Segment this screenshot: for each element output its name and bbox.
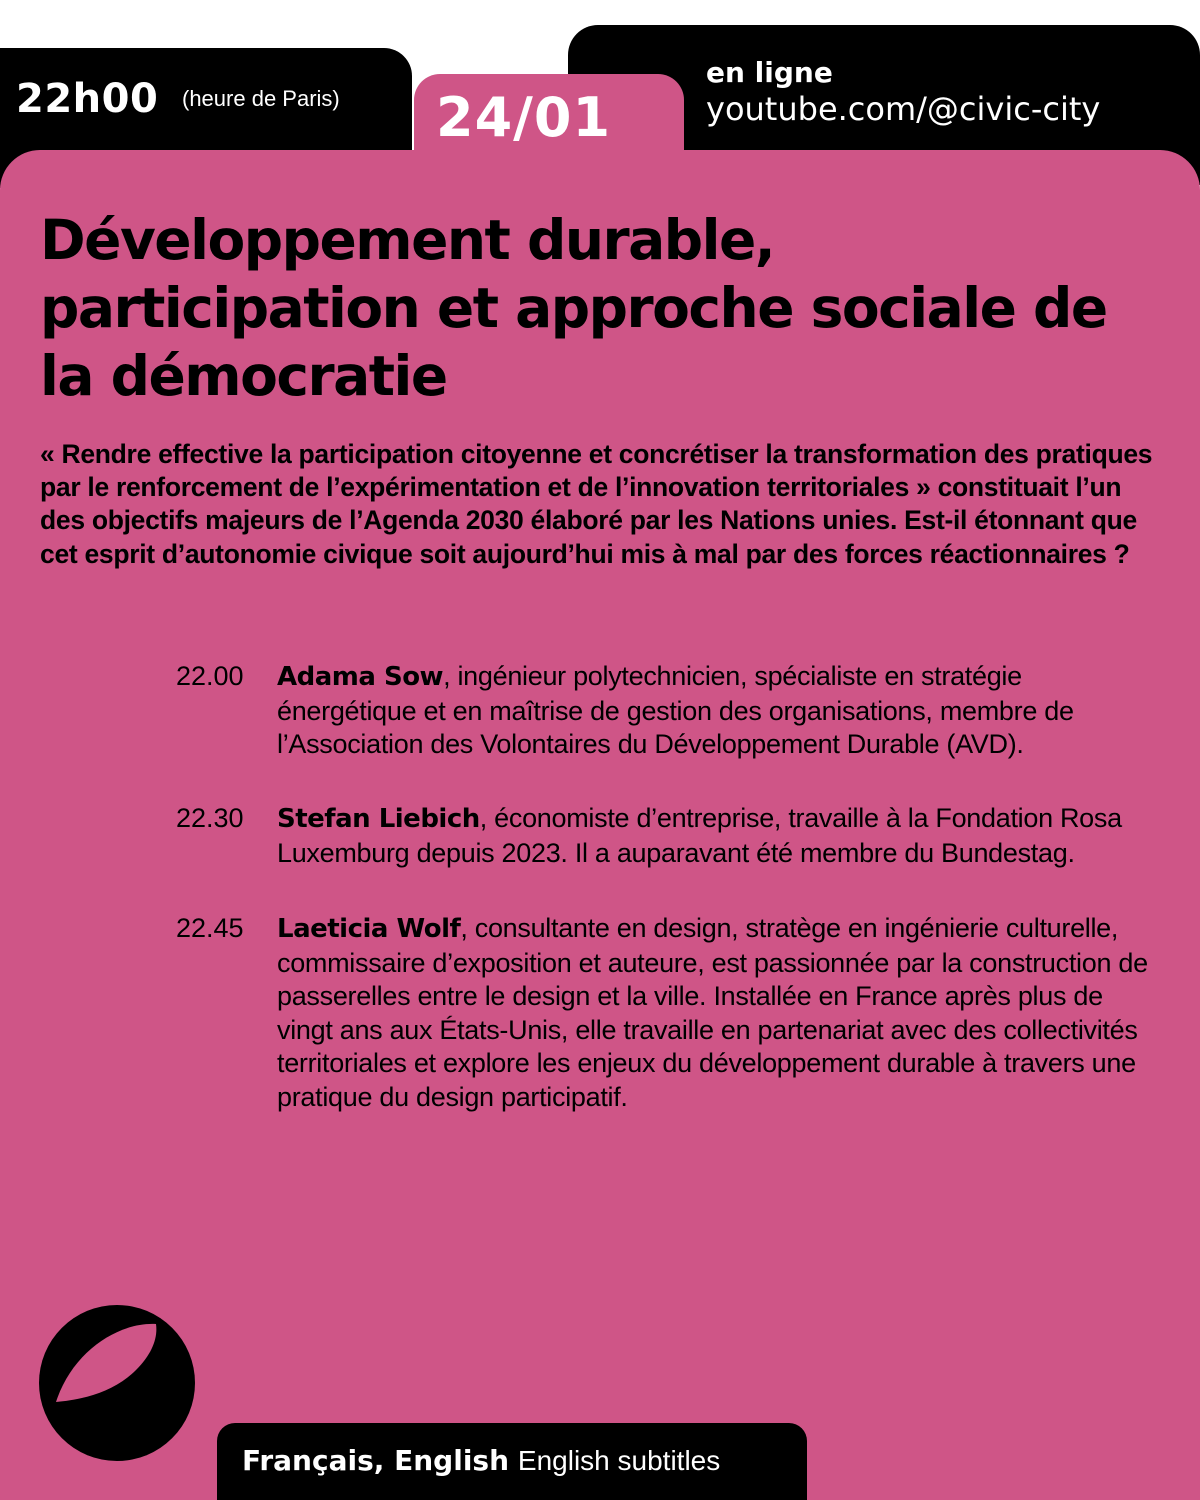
event-description: « Rendre effective la participation citoyenne et concrétiser la transformation des pratiques par le renforcement de l’expérimentation et de l’innovation territoriales » constituait l’un des objectifs majeurs de l’Agenda 2030 élaboré par les Nations unies. Est-il étonnant que cet esprit d’autonomie civique soit aujourd’hui mis à mal par des forces réactionnaires ? xyxy=(40,439,1153,569)
crescent-circle-logo-icon xyxy=(38,1304,196,1462)
slot-time: 22.00 xyxy=(176,661,244,691)
speaker-description: , ingénieur polytechnicien, spécialiste en stratégie énergétique et en maîtrise de gestion des organisations, membre de l’Association des Volontaires du Développement Durable (AVD). xyxy=(277,661,1074,759)
speaker-description: , consultante en design, stratège en ingénierie culturelle, commissaire d’exposition et auteure, est passionnée par la construction de passerelles entre le design et la ville. Installée en France après plus de vingt ans aux États-Unis, elle travaille en partenariat avec des collectivités territoriales et explore les enjeux du développement durable à travers une pratique du design participatif. xyxy=(277,913,1148,1112)
event-date: 24/01 xyxy=(436,86,612,149)
language-info xyxy=(242,1444,720,1477)
slot-time: 22.30 xyxy=(176,803,244,833)
time-zone-note: (heure de Paris) xyxy=(182,86,340,111)
event-title: Développement durable, participation et approche sociale de la démocratie xyxy=(40,208,1107,408)
slot-text xyxy=(277,660,1162,762)
slot-time: 22.45 xyxy=(176,913,244,943)
slot-text xyxy=(277,912,1162,1114)
event-time: 22h00 xyxy=(16,76,159,122)
languages: Français, English xyxy=(242,1444,510,1477)
slot-text xyxy=(277,802,1162,870)
subtitles: English subtitles xyxy=(517,1445,721,1476)
speaker-description: , économiste d’entreprise, travaille à la Fondation Rosa Luxemburg depuis 2023. Il a auparavant été membre du Bundestag. xyxy=(277,803,1122,868)
speaker-name: Laeticia Wolf xyxy=(277,914,461,944)
online-label: en ligne xyxy=(706,56,833,89)
speaker-name: Adama Sow xyxy=(277,662,444,692)
speaker-name: Stefan Liebich xyxy=(277,804,480,834)
youtube-link[interactable]: youtube.com/@civic-city xyxy=(706,90,1101,128)
